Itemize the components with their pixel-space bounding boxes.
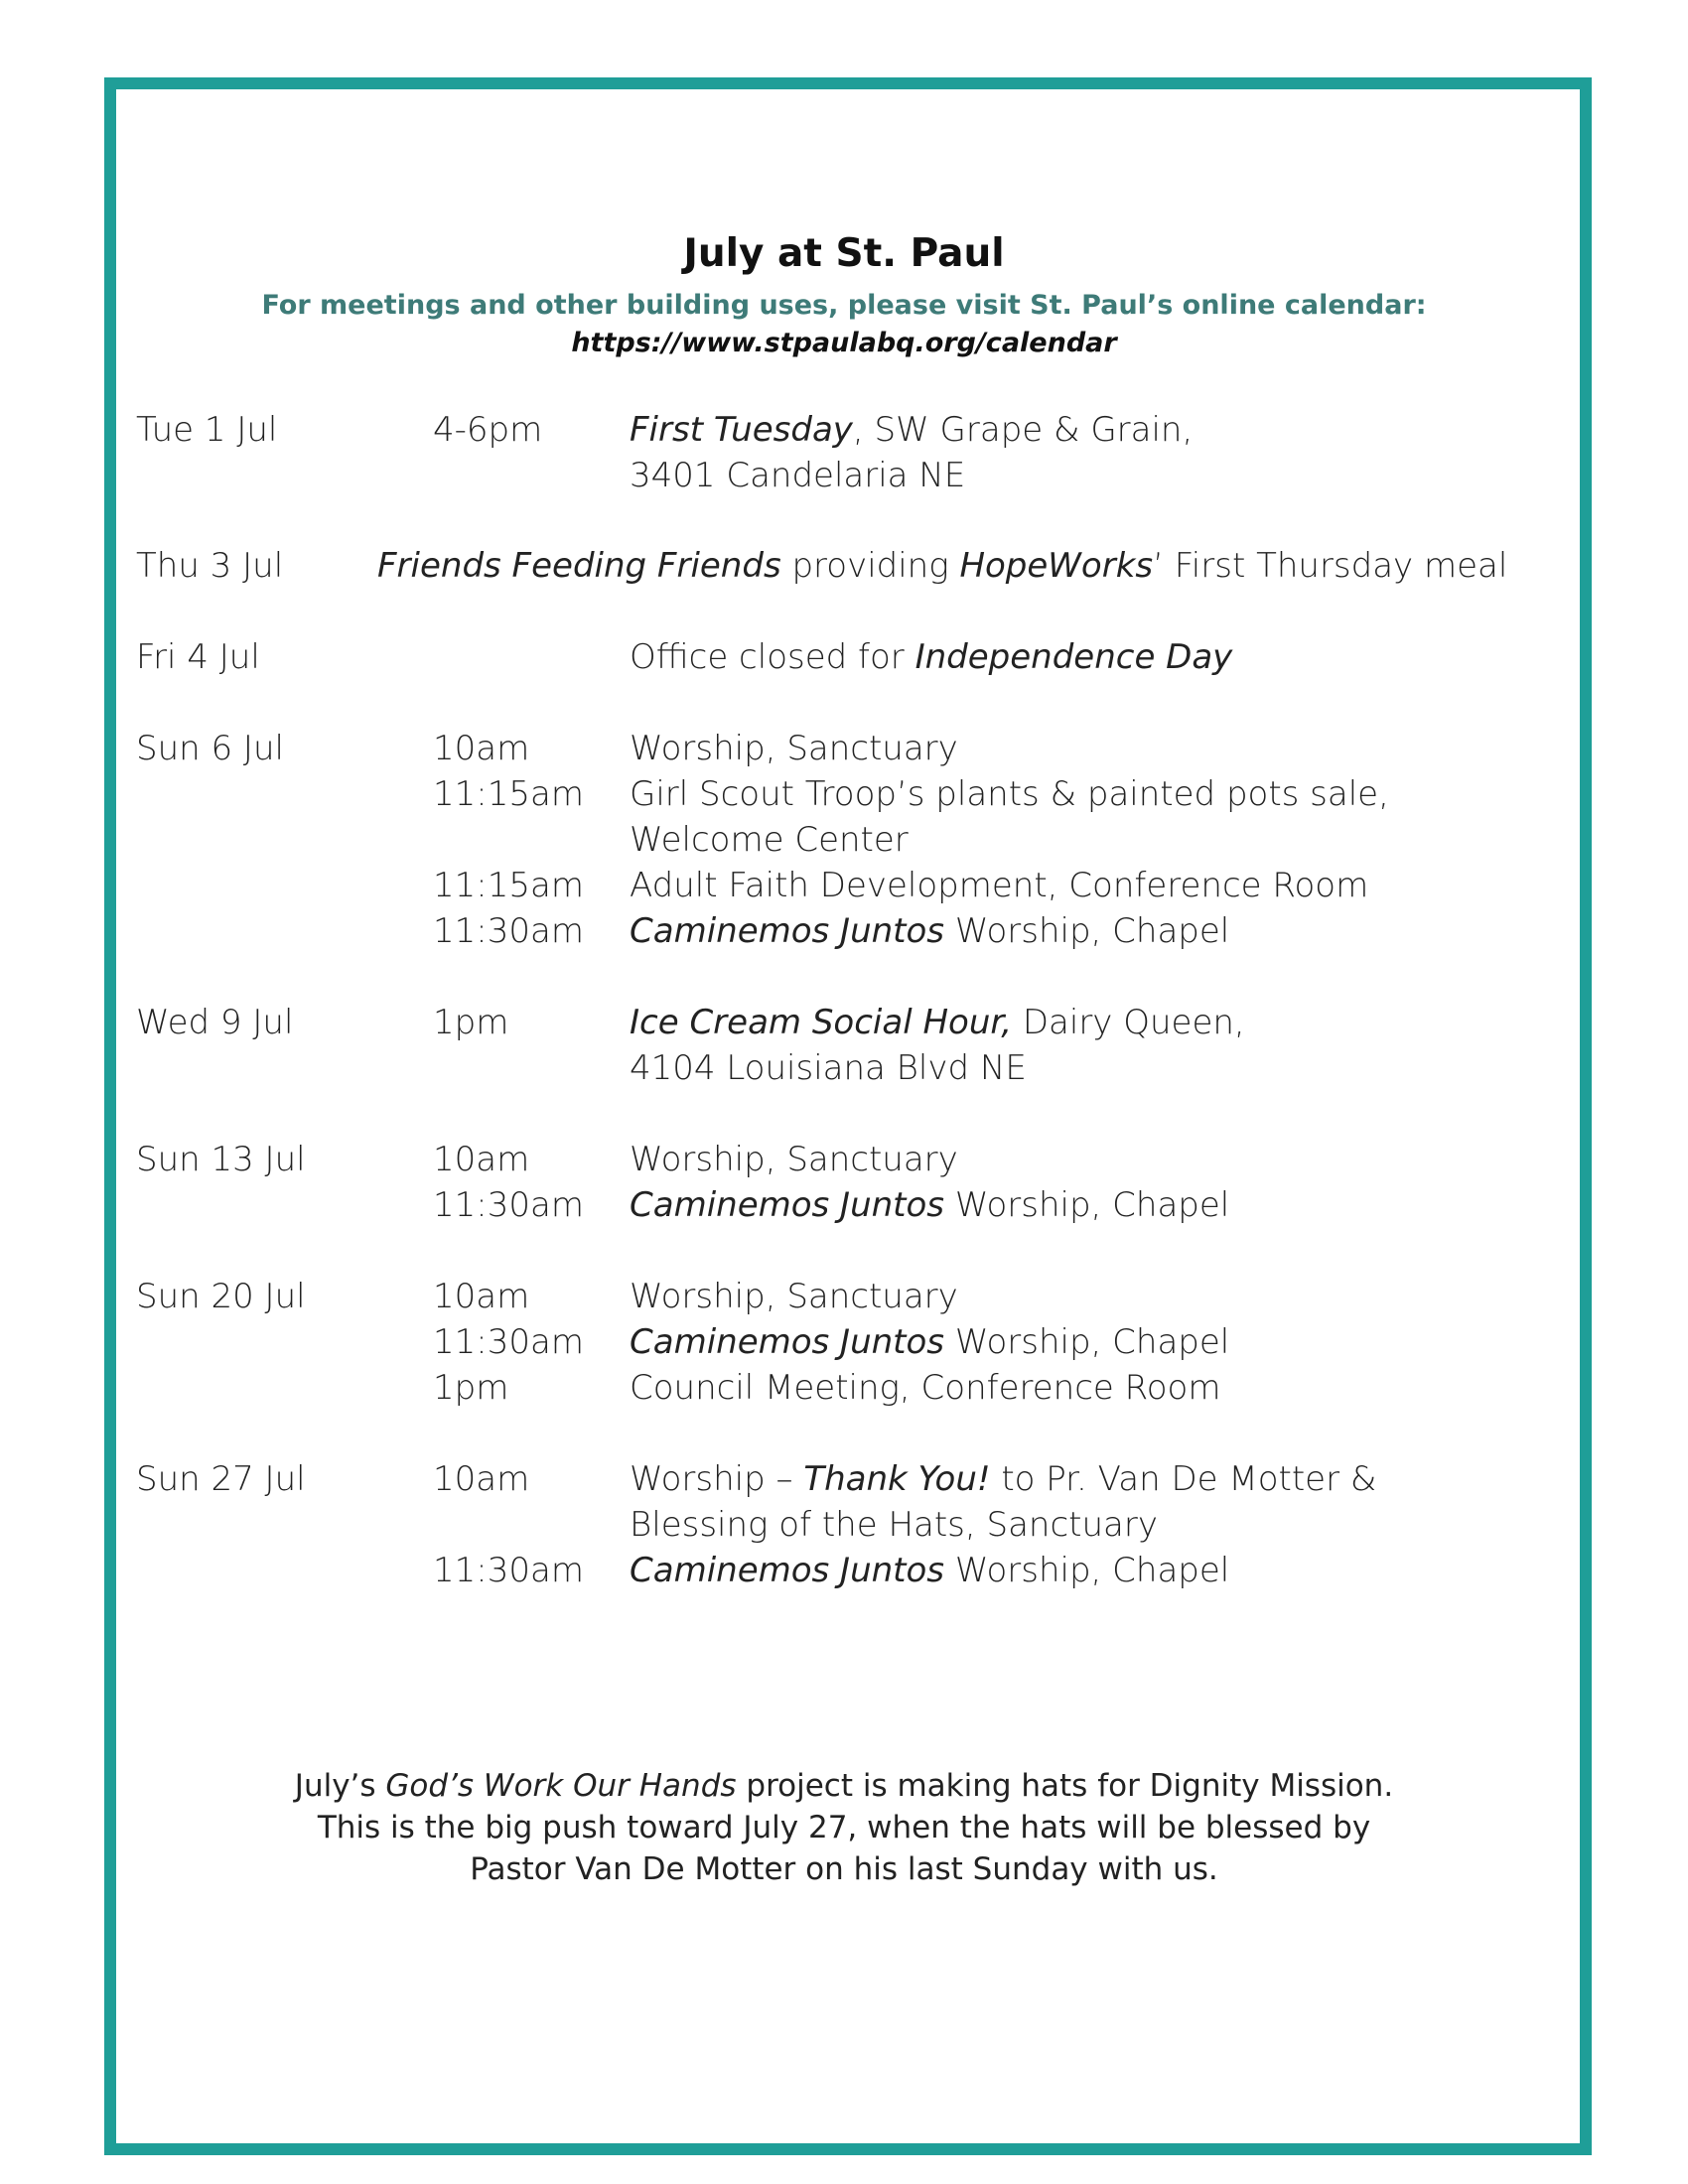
event-name: Caminemos Juntos	[630, 1185, 945, 1225]
event-description	[630, 1456, 1376, 1502]
note-line	[0, 1765, 1688, 1807]
event-description	[377, 543, 1507, 589]
event-location: Dairy Queen,	[1012, 1003, 1245, 1042]
note-text: July’s	[294, 1768, 386, 1804]
event-time: 10am	[433, 1140, 530, 1179]
note-line: This is the big push toward July 27, when the hats will be blessed by	[317, 1810, 1371, 1845]
project-note	[0, 1765, 1688, 1890]
note-text: project is making hats for Dignity Mission.	[736, 1768, 1394, 1804]
event-date: Wed 9 Jul	[136, 1003, 294, 1042]
event-description	[630, 908, 1229, 954]
event-time: 10am	[433, 1459, 530, 1499]
event-location: Worship, Chapel	[944, 1551, 1230, 1590]
event-description: Worship, Sanctuary	[630, 1277, 958, 1316]
event-description: Worship, Sanctuary	[630, 1140, 958, 1179]
calendar-note: For meetings and other building uses, please visit St. Paul’s online calendar:	[261, 290, 1427, 321]
event-description	[630, 634, 1232, 680]
event-description	[630, 407, 1193, 453]
event-time: 10am	[433, 729, 530, 768]
event-location: Worship, Chapel	[944, 911, 1230, 951]
event-date: Sun 13 Jul	[136, 1140, 306, 1179]
event-description	[630, 1548, 1229, 1593]
event-location: , SW Grape & Grain,	[852, 410, 1194, 450]
event-time: 11:15am	[433, 866, 584, 905]
event-name: Caminemos Juntos	[630, 1551, 945, 1590]
event-description	[630, 1182, 1229, 1228]
page-title: July at St. Paul	[683, 231, 1005, 276]
event-time: 11:30am	[433, 1551, 584, 1590]
event-name: Friends Feeding Friends	[377, 546, 781, 586]
event-time: 11:15am	[433, 774, 584, 814]
event-time: 1pm	[433, 1368, 509, 1408]
event-date: Thu 3 Jul	[136, 546, 284, 586]
project-name: God’s Work Our Hands	[385, 1768, 737, 1804]
event-time: 11:30am	[433, 1185, 584, 1225]
event-location: Blessing of the Hats, Sanctuary	[630, 1505, 1158, 1545]
event-time: 4-6pm	[433, 410, 543, 450]
event-location: Worship, Chapel	[944, 1185, 1230, 1225]
event-text: Office closed for	[630, 637, 915, 677]
event-description	[630, 1319, 1229, 1365]
event-text: to Pr. Van De Motter &	[990, 1459, 1377, 1499]
event-date: Sun 6 Jul	[136, 729, 284, 768]
event-description: Worship, Sanctuary	[630, 729, 958, 768]
note-line: Pastor Van De Motter on his last Sunday with us.	[470, 1851, 1218, 1887]
event-address: 4104 Louisiana Blvd NE	[630, 1048, 1027, 1088]
event-name: Caminemos Juntos	[630, 1322, 945, 1362]
event-name: Ice Cream Social Hour,	[630, 1003, 1013, 1042]
event-time: 1pm	[433, 1003, 509, 1042]
event-text: providing	[780, 546, 960, 586]
event-description	[630, 1000, 1245, 1045]
holiday-name: Independence Day	[914, 637, 1233, 677]
event-location: Worship, Chapel	[944, 1322, 1230, 1362]
calendar-link[interactable]: https://www.stpaulabq.org/calendar	[571, 328, 1117, 358]
event-date: Fri 4 Jul	[136, 637, 260, 677]
event-description: Adult Faith Development, Conference Room	[630, 866, 1369, 905]
event-time: 11:30am	[433, 1322, 584, 1362]
event-description: Girl Scout Troop’s plants & painted pots sale,	[630, 774, 1389, 814]
event-name: First Tuesday	[630, 410, 853, 450]
event-text: ’ First Thursday meal	[1153, 546, 1508, 586]
event-date: Sun 27 Jul	[136, 1459, 306, 1499]
event-time: 10am	[433, 1277, 530, 1316]
event-location: Welcome Center	[630, 820, 909, 860]
event-date: Sun 20 Jul	[136, 1277, 306, 1316]
org-name: HopeWorks	[959, 546, 1154, 586]
event-description: Council Meeting, Conference Room	[630, 1368, 1221, 1408]
event-text: Worship –	[630, 1459, 804, 1499]
event-address: 3401 Candelaria NE	[630, 456, 966, 495]
event-date: Tue 1 Jul	[136, 410, 278, 450]
event-time: 11:30am	[433, 911, 584, 951]
event-name: Caminemos Juntos	[630, 911, 945, 951]
event-name: Thank You!	[803, 1459, 991, 1499]
